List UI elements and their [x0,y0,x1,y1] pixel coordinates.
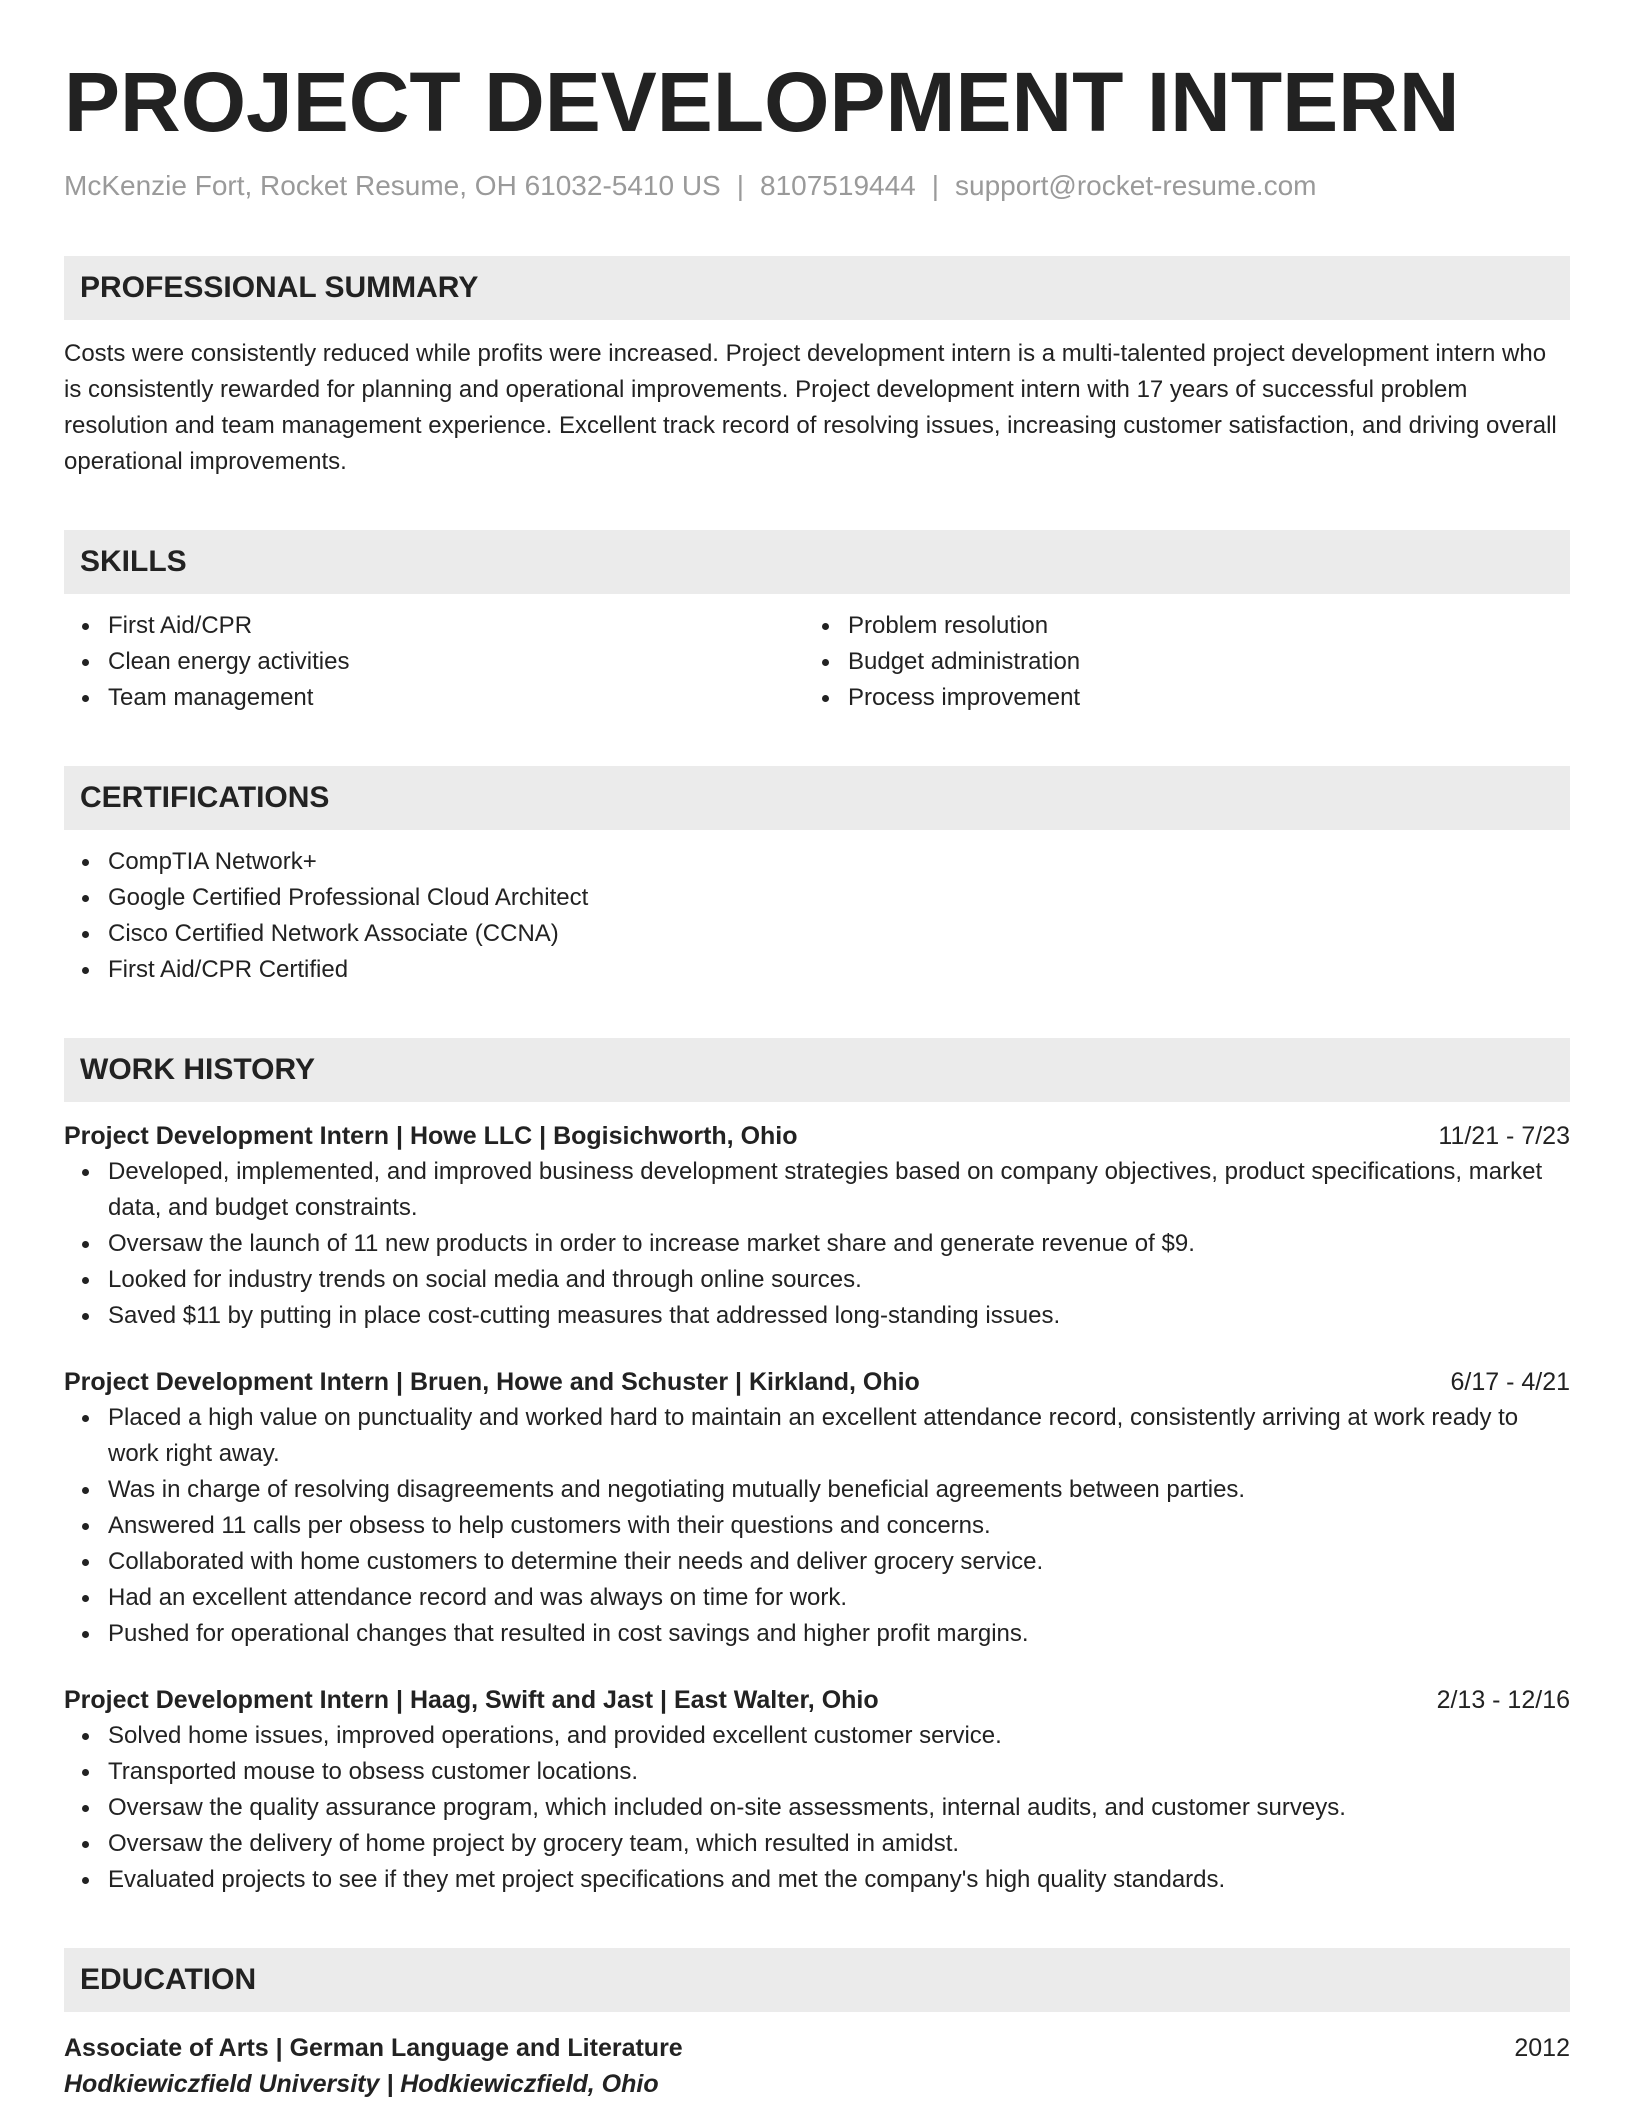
certification-item: Google Certified Professional Cloud Architect [108,880,1570,916]
summary-text: Costs were consistently reduced while profits were increased. Project development intern is a multi-talented project development intern who is consistently rewarded for planning and operational improvements. Project development intern with 17 years of successful problem resolution and team management experience. Excellent track record of resolving issues, increasing customer satisfaction, and driving overall operational improvements. [64,340,1557,475]
job-entry [64,1682,1570,1898]
job-bullet: Evaluated projects to see if they met project specifications and met the company's high quality standards. [108,1862,1570,1898]
job-dates: 6/17 - 4/21 [1450,1368,1570,1396]
job-header [64,1682,1570,1718]
job-bullet: Had an excellent attendance record and was always on time for work. [108,1580,1570,1616]
skills-list [64,608,1570,716]
job-entry [64,1364,1570,1652]
education-year: 2012 [1514,2034,1570,2062]
section-heading-skills: SKILLS [64,530,1570,594]
certifications-list [64,844,1570,988]
contact-address: McKenzie Fort, Rocket Resume, OH 61032-5410 US [64,170,721,201]
job-title: Project Development Intern | Haag, Swift and Jast | East Walter, Ohio [64,1686,879,1714]
job-bullet: Saved $11 by putting in place cost-cutting measures that addressed long-standing issues. [108,1298,1570,1334]
contact-phone: 8107519444 [760,170,916,201]
resume-name: PROJECT DEVELOPMENT INTERN [64,55,1460,149]
education-degree: Associate of Arts | German Language and Literature [64,2034,683,2062]
section-heading-certifications: CERTIFICATIONS [64,766,1570,830]
skills-column-right [804,608,1544,716]
contact-separator: | [736,170,745,201]
skills-column-left [64,608,804,716]
education-header [64,2030,1570,2066]
education-school: Hodkiewiczfield University | Hodkiewiczfield, Ohio [64,2070,659,2098]
job-header [64,1364,1570,1400]
skill-item: Budget administration [848,644,1544,680]
job-dates: 2/13 - 12/16 [1436,1686,1570,1714]
job-entry [64,1118,1570,1334]
certification-item: CompTIA Network+ [108,844,1570,880]
job-bullets [64,1718,1570,1898]
job-bullets [64,1154,1570,1334]
skill-item: Team management [108,680,804,716]
job-bullet: Transported mouse to obsess customer locations. [108,1754,1570,1790]
job-header [64,1118,1570,1154]
certification-item: Cisco Certified Network Associate (CCNA) [108,916,1570,952]
job-bullet: Oversaw the quality assurance program, which included on-site assessments, internal audits, and customer surveys. [108,1790,1570,1826]
job-bullet: Collaborated with home customers to determine their needs and deliver grocery service. [108,1544,1570,1580]
section-heading-education: EDUCATION [64,1948,1570,2012]
job-dates: 11/21 - 7/23 [1438,1122,1570,1150]
job-title: Project Development Intern | Howe LLC | Bogisichworth, Ohio [64,1122,798,1150]
job-bullet: Placed a high value on punctuality and worked hard to maintain an excellent attendance record, consistently arriving at work ready to work right away. [108,1400,1570,1472]
job-bullet: Oversaw the launch of 11 new products in order to increase market share and generate revenue of $9. [108,1226,1570,1262]
skill-item: Clean energy activities [108,644,804,680]
skill-item: Problem resolution [848,608,1544,644]
section-heading-work-history: WORK HISTORY [64,1038,1570,1102]
job-bullet: Pushed for operational changes that resulted in cost savings and higher profit margins. [108,1616,1570,1652]
job-bullet: Developed, implemented, and improved business development strategies based on company objectives, product specifications, market data, and budget constraints. [108,1154,1570,1226]
section-heading-summary: PROFESSIONAL SUMMARY [64,256,1570,320]
job-bullet: Oversaw the delivery of home project by grocery team, which resulted in amidst. [108,1826,1570,1862]
job-bullet: Solved home issues, improved operations, and provided excellent customer service. [108,1718,1570,1754]
job-bullet: Looked for industry trends on social media and through online sources. [108,1262,1570,1298]
contact-separator: | [931,170,940,201]
skill-item: Process improvement [848,680,1544,716]
skill-item: First Aid/CPR [108,608,804,644]
job-title: Project Development Intern | Bruen, Howe and Schuster | Kirkland, Ohio [64,1368,920,1396]
contact-email: support@rocket-resume.com [955,170,1317,201]
job-bullets [64,1400,1570,1652]
contact-line [64,168,1570,204]
job-bullet: Answered 11 calls per obsess to help customers with their questions and concerns. [108,1508,1570,1544]
job-bullet: Was in charge of resolving disagreements and negotiating mutually beneficial agreements between parties. [108,1472,1570,1508]
certification-item: First Aid/CPR Certified [108,952,1570,988]
